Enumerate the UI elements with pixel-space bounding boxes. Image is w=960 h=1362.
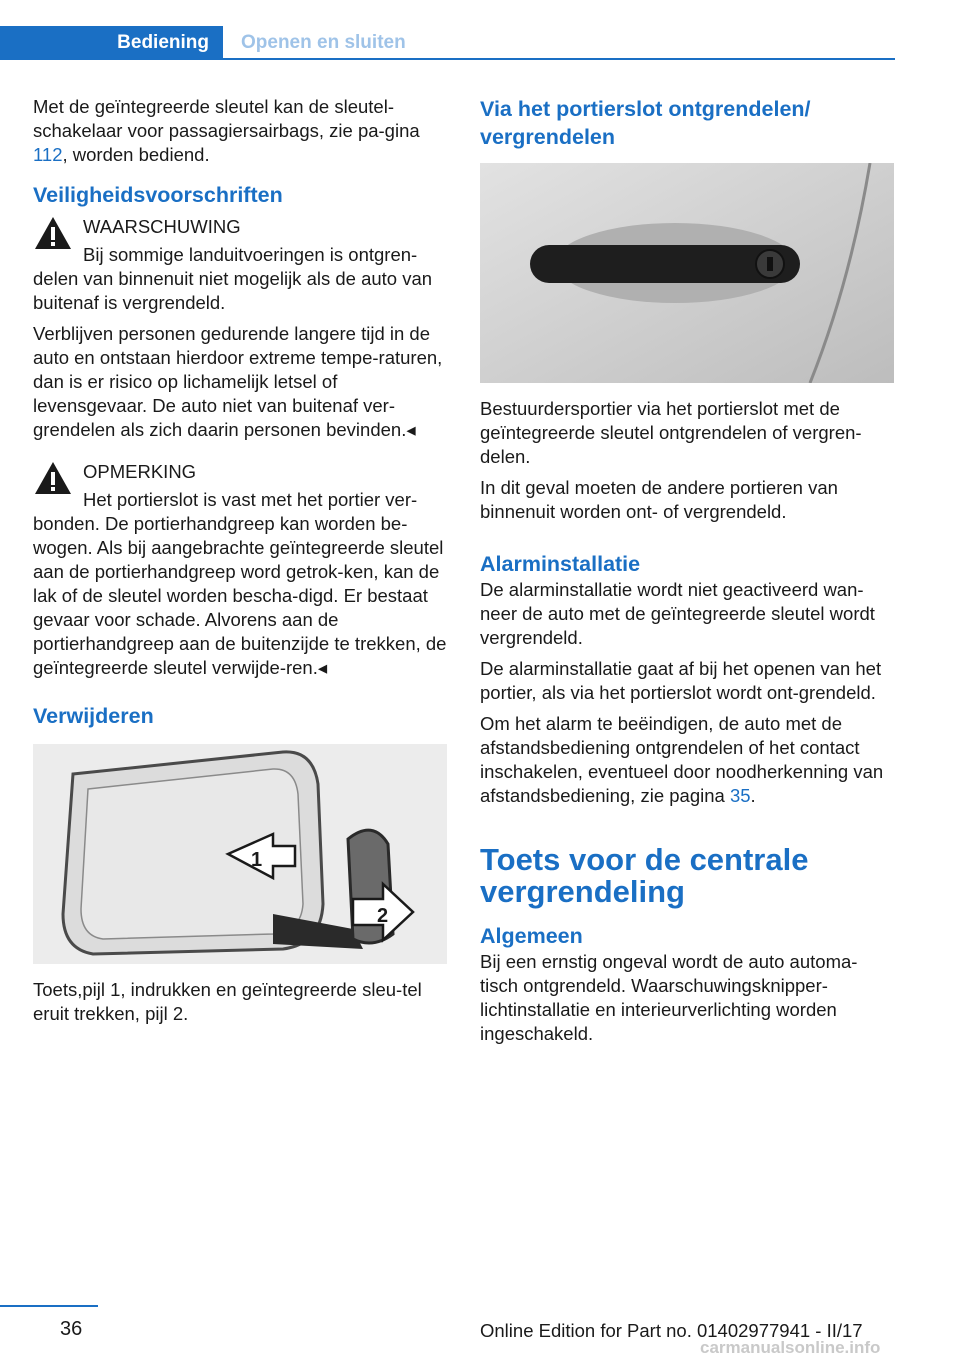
footer-divider (0, 1305, 98, 1307)
heading-central-locking: Toets voor de centrale vergrendeling (480, 842, 809, 909)
arrow-label-1: 1 (251, 849, 263, 871)
alarm-text-2: De alarminstallatie gaat af bij het openen van het portier, als via het portierslot wordt ont-grendeld. (480, 658, 882, 703)
page-header (0, 26, 895, 62)
alarm-text-3: Om het alarm te beëindigen, de auto met de afstandsbediening ontgrendelen of het contact inschakelen, eventueel door noodherkenning van afstandsbediening, zie pagina 35. (480, 713, 884, 806)
warning-icon (33, 460, 73, 496)
warning-icon (33, 215, 73, 251)
lock-text-2: In dit geval moeten de andere portieren van binnenuit worden ont- of vergrendeld. (480, 477, 838, 522)
lock-text-1: Bestuurdersportier via het portierslot met de geïntegreerde sleutel ontgrendelen of vergren-delen. (480, 398, 862, 467)
watermark: carmanualsonline.info (700, 1338, 881, 1357)
right-column (480, 95, 894, 1053)
page-link-35[interactable]: 35 (729, 785, 751, 806)
arrow-label-2: 2 (377, 905, 389, 927)
warning-title: WAARSCHUWING (83, 216, 241, 237)
key-illustration (33, 744, 447, 964)
door-handle-illustration (480, 163, 894, 383)
warning-block (33, 215, 447, 442)
door-handle-figure (480, 163, 894, 383)
page-link-112[interactable]: 112 (33, 144, 63, 165)
warning-text-2: Verblijven personen gedurende langere tijd in de auto en ontstaan hierdoor extreme tempe-raturen, dan is er risico op lichamelijk letsel of levensgevaar. De auto niet van buitenaf ver-grendelen als zich daarin personen bevinden.◂ (33, 323, 443, 440)
general-text: Bij een ernstig ongeval wordt de auto automa-tisch ontgrendeld. Waarschuwingsknipper-lichtinstallatie en interieurverlichting worden ingeschakeld. (480, 951, 858, 1044)
heading-door-lock: Via het portierslot ontgrendelen/ vergrendelen (480, 97, 811, 149)
heading-alarm: Alarminstallatie (480, 552, 641, 576)
alarm-text-1: De alarminstallatie wordt niet geactiveerd wan-neer de auto met de geïntegreerde sleutel wordt vergrendeld. (480, 579, 875, 648)
warning-text-1: Bij sommige landuitvoeringen is ontgren-delen van binnenuit niet mogelijk als de auto van buitenaf is vergrendeld. (33, 244, 433, 313)
note-block (33, 460, 447, 680)
intro-paragraph: Met de geïntegreerde sleutel kan de sleutel-schakelaar voor passagiersairbags, zie pa-gina 112, worden bediend. (33, 96, 420, 165)
heading-safety: Veiligheidsvoorschriften (33, 183, 283, 207)
tab-section[interactable]: Bediening (0, 26, 223, 60)
left-column (33, 95, 447, 1033)
edition-text: Online Edition for Part no. 01402977941 - II/17 (480, 1320, 863, 1341)
figure-caption-key: Toets,pijl 1, indrukken en geïntegreerde sleu-tel eruit trekken, pijl 2. (33, 979, 422, 1024)
heading-general: Algemeen (480, 924, 583, 948)
header-divider (223, 58, 895, 60)
page-number: 36 (60, 1318, 83, 1340)
note-text: Het portierslot is vast met het portier ver-bonden. De portierhandgreep kan worden be-wogen. Als bij aangebrachte geïntegreerde sleutel aan de portierhandgreep word getrok-ken, kan de lak of de sleutel worden bescha-digd. Er bestaat gevaar voor schade. Alvorens aan de portierhandgreep aan de buitenzijde te trekken, de geïntegreerde sleutel verwijde-ren.◂ (33, 489, 447, 678)
key-removal-figure (33, 744, 447, 964)
tab-subsection[interactable]: Openen en sluiten (241, 32, 406, 53)
heading-remove: Verwijderen (33, 704, 154, 728)
note-title: OPMERKING (83, 461, 197, 482)
